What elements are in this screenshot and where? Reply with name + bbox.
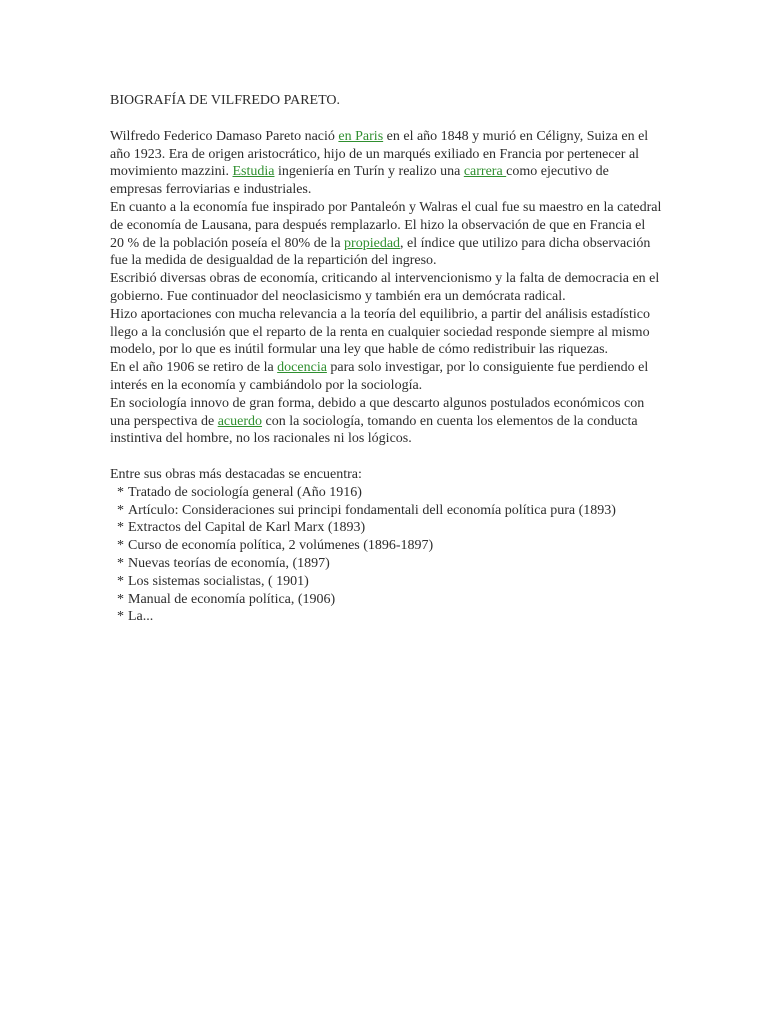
work-title: Curso de economía política, 2 volúmenes (1896-1897) bbox=[128, 538, 434, 554]
work-title: Los sistemas socialistas, ( 1901) bbox=[128, 573, 309, 589]
paragraph-works-politics: Escribió diversas obras de economía, criticando al intervencionismo y la falta de democracia en el gobierno. Fue continuador del neoclasicismo y también era un demócrata radical. bbox=[110, 271, 660, 304]
paragraph-spacer bbox=[110, 448, 662, 466]
bullet-marker: * bbox=[117, 573, 124, 589]
work-title: La... bbox=[128, 609, 154, 625]
paragraph-retirement bbox=[110, 359, 662, 395]
link-carrera[interactable]: carrera bbox=[463, 164, 507, 180]
list-item bbox=[117, 484, 662, 502]
document-title: BIOGRAFÍA DE VILFREDO PARETO. bbox=[110, 93, 340, 108]
paragraph-text: , el índice que utilizo para dicha observación fue la medida de desigualdad de la repartición del ingreso. bbox=[110, 235, 651, 269]
paragraph-text: en el año 1848 y murió en Céligny, Suiza en el año 1923. Era de origen aristocrático, hijo de un marqués exiliado en Francia por pertenecer al movimiento mazzini. bbox=[110, 128, 649, 180]
list-item bbox=[117, 573, 662, 591]
link-acuerdo[interactable]: acuerdo bbox=[217, 413, 262, 429]
work-title: Nuevas teorías de economía, (1897) bbox=[128, 555, 330, 571]
link-estudia[interactable]: Estudia bbox=[232, 164, 275, 180]
list-item bbox=[117, 591, 662, 609]
work-title: Extractos del Capital de Karl Marx (1893) bbox=[128, 520, 366, 536]
paragraph-economy bbox=[110, 199, 662, 270]
paragraph-text: con la sociología, tomando en cuenta los elementos de la conducta instintiva del hombre, no los racionales ni los lógicos. bbox=[110, 413, 638, 447]
works-list bbox=[110, 484, 662, 626]
paragraph-text: En cuanto a la economía fue inspirado por Pantaleón y Walras el cual fue su maestro en la catedral de economía de Lausana, para después remplazarlo. El hizo la observación de que en Francia el 20 % de la población poseía el 80% de la bbox=[110, 199, 662, 251]
bullet-marker: * bbox=[117, 609, 124, 625]
work-title: Manual de economía política, (1906) bbox=[128, 591, 336, 607]
bullet-marker: * bbox=[117, 484, 124, 500]
list-item bbox=[117, 502, 662, 520]
paragraph-text: En sociología innovo de gran forma, debido a que descarto algunos postulados económicos con una perspectiva de bbox=[110, 395, 645, 429]
list-item bbox=[117, 555, 662, 573]
bullet-marker: * bbox=[117, 555, 124, 571]
link-en-paris[interactable]: en Paris bbox=[338, 128, 384, 144]
work-title: Artículo: Consideraciones sui principi fondamentali dell economía política pura (1893) bbox=[128, 502, 616, 518]
bullet-marker: * bbox=[117, 538, 124, 554]
list-item bbox=[117, 608, 662, 626]
paragraph-text: En el año 1906 se retiro de la bbox=[110, 360, 278, 376]
paragraph-text: para solo investigar, por lo consiguiente fue perdiendo el interés en la economía y cambiándolo por la sociología. bbox=[110, 360, 649, 393]
paragraph-text: ingeniería en Turín y realizo una bbox=[274, 164, 464, 180]
paragraph-text: Wilfredo Federico Damaso Pareto nació bbox=[110, 128, 339, 144]
bullet-marker: * bbox=[117, 520, 124, 536]
works-intro: Entre sus obras más destacadas se encuentra: bbox=[110, 466, 362, 482]
bullet-marker: * bbox=[117, 591, 124, 607]
link-docencia[interactable]: docencia bbox=[277, 360, 327, 376]
work-title: Tratado de sociología general (Año 1916) bbox=[128, 484, 362, 500]
link-propiedad[interactable]: propiedad bbox=[344, 235, 401, 251]
bullet-marker: * bbox=[117, 502, 124, 518]
paragraph-text: como ejecutivo de empresas ferroviarias e industriales. bbox=[110, 164, 609, 198]
list-item bbox=[117, 519, 662, 537]
paragraph-equilibrium: Hizo aportaciones con mucha relevancia a la teoría del equilibrio, a partir del análisis estadístico llego a la conclusión que el reparto de la renta en cualquier sociedad responde siempre al mismo modelo, por lo que es inútil formular una ley que hable de cómo redistribuir las riquezas. bbox=[110, 306, 650, 358]
paragraph-sociology bbox=[110, 395, 662, 448]
paragraph-birth bbox=[110, 128, 662, 199]
document-page bbox=[110, 92, 662, 626]
list-item bbox=[117, 537, 662, 555]
